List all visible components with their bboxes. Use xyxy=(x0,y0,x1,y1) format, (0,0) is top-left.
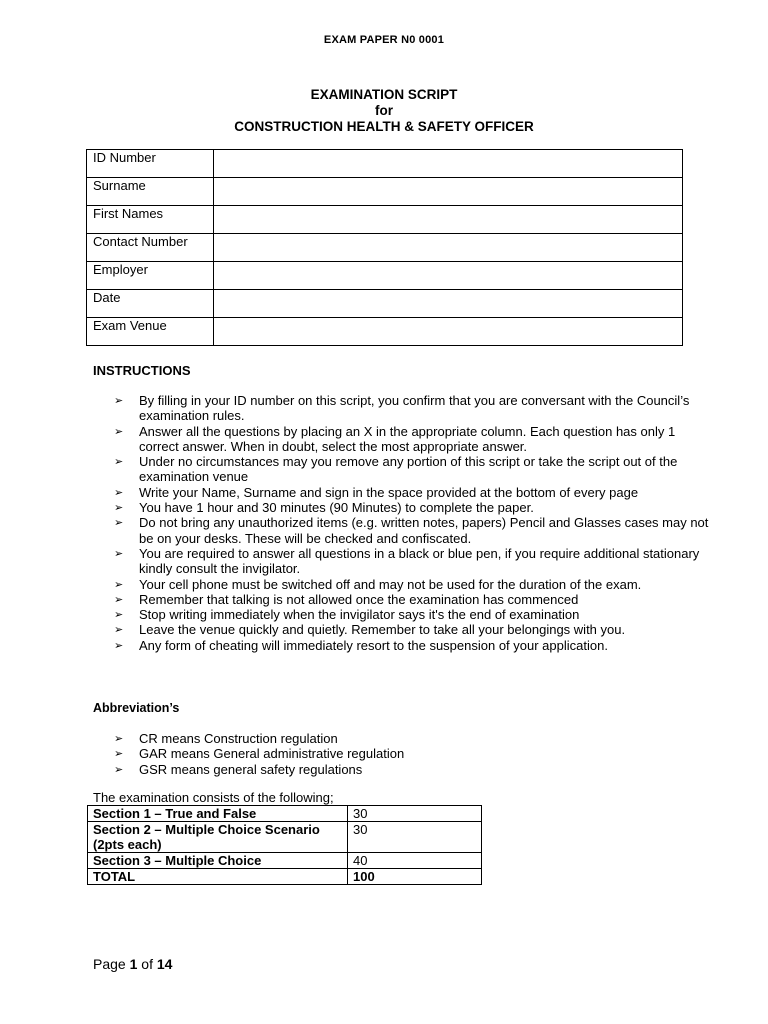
table-row xyxy=(88,853,482,869)
list-item xyxy=(114,515,714,546)
details-label: Surname xyxy=(87,178,214,206)
arrow-bullet-icon: ➢ xyxy=(114,501,124,515)
instruction-text: You have 1 hour and 30 minutes (90 Minutes) to complete the paper. xyxy=(139,500,534,516)
instruction-text: Write your Name, Surname and sign in the space provided at the bottom of every page xyxy=(139,484,639,500)
arrow-bullet-icon: ➢ xyxy=(114,455,124,469)
arrow-bullet-icon: ➢ xyxy=(114,592,124,606)
instruction-text: Answer all the questions by placing an X in the appropriate column. Each question has only 1 correct answer. When in doubt, select the most appropriate answer. xyxy=(139,423,676,454)
details-label: Contact Number xyxy=(87,234,214,262)
list-item xyxy=(114,592,714,607)
document-title xyxy=(0,87,768,135)
title-line-3: CONSTRUCTION HEALTH & SAFETY OFFICER xyxy=(234,119,534,134)
details-label: Date xyxy=(87,290,214,318)
arrow-bullet-icon: ➢ xyxy=(114,546,124,560)
arrow-bullet-icon: ➢ xyxy=(114,623,124,637)
instruction-text: Your cell phone must be switched off and may not be used for the duration of the exam. xyxy=(139,576,642,592)
details-row-date xyxy=(87,290,683,318)
list-item xyxy=(114,500,714,515)
list-item xyxy=(114,731,714,746)
page-footer xyxy=(93,956,172,972)
abbreviation-text: GAR means General administrative regulation xyxy=(139,746,405,762)
arrow-bullet-icon: ➢ xyxy=(114,747,124,761)
instructions-heading: INSTRUCTIONS xyxy=(93,363,191,378)
instruction-text: By filling in your ID number on this script, you confirm that you are conversant with the Council’s examination rules. xyxy=(139,393,690,424)
list-item xyxy=(114,746,714,761)
details-row-exam-venue xyxy=(87,318,683,346)
instruction-text: Leave the venue quickly and quietly. Remember to take all your belongings with you. xyxy=(139,622,626,638)
instruction-text: Remember that talking is not allowed once the examination has commenced xyxy=(139,591,579,607)
table-row xyxy=(88,806,482,822)
details-label: ID Number xyxy=(87,150,214,178)
details-label: Exam Venue xyxy=(87,318,214,346)
list-item xyxy=(114,577,714,592)
arrow-bullet-icon: ➢ xyxy=(114,638,124,652)
total-label: TOTAL xyxy=(88,869,348,885)
list-item xyxy=(114,546,714,577)
section-points: 30 xyxy=(348,806,482,822)
current-page-number: 1 xyxy=(129,956,138,972)
arrow-bullet-icon: ➢ xyxy=(114,485,124,499)
instructions-list xyxy=(114,393,714,653)
title-line-1: EXAMINATION SCRIPT xyxy=(310,87,458,102)
abbreviations-heading: Abbreviation’s xyxy=(93,701,180,715)
total-points: 100 xyxy=(348,869,482,885)
list-item xyxy=(114,424,714,455)
instruction-text: Any form of cheating will immediately resort to the suspension of your application. xyxy=(139,637,608,653)
of-word: of xyxy=(141,956,153,972)
employer-field[interactable] xyxy=(214,262,683,290)
table-row xyxy=(88,822,482,853)
instruction-text: You are required to answer all questions in a black or blue pen, if you require additional stationary kindly consult the invigilator. xyxy=(139,545,700,577)
total-row xyxy=(88,869,482,885)
abbreviations-list xyxy=(114,731,714,777)
first-names-field[interactable] xyxy=(214,206,683,234)
arrow-bullet-icon: ➢ xyxy=(114,424,124,438)
section-points: 30 xyxy=(348,822,482,853)
instruction-text: Do not bring any unauthorized items (e.g. written notes, papers) Pencil and Glasses cases may not be on your desks. These will be checked and confiscated. xyxy=(139,515,709,546)
date-field[interactable] xyxy=(214,290,683,318)
surname-field[interactable] xyxy=(214,178,683,206)
list-item xyxy=(114,393,714,424)
abbreviation-text: CR means Construction regulation xyxy=(139,731,338,746)
list-item xyxy=(114,622,714,637)
instruction-text: Stop writing immediately when the invigilator says it's the end of examination xyxy=(139,607,580,623)
list-item xyxy=(114,762,714,777)
list-item xyxy=(114,607,714,622)
exam-paper-number: EXAM PAPER N0 0001 xyxy=(323,34,445,46)
details-row-contact-number xyxy=(87,234,683,262)
total-pages-number: 14 xyxy=(156,956,173,972)
details-row-first-names xyxy=(87,206,683,234)
arrow-bullet-icon: ➢ xyxy=(114,577,124,591)
contact-number-field[interactable] xyxy=(214,234,683,262)
candidate-details-table xyxy=(86,149,683,346)
id-number-field[interactable] xyxy=(214,150,683,178)
exam-venue-field[interactable] xyxy=(214,318,683,346)
page-word: Page xyxy=(93,956,126,972)
details-label: Employer xyxy=(87,262,214,290)
section-name: Section 1 – True and False xyxy=(88,806,348,822)
list-item xyxy=(114,638,714,653)
instruction-text: Under no circumstances may you remove any portion of this script or take the script out of the examination venue xyxy=(139,454,678,485)
details-label: First Names xyxy=(87,206,214,234)
section-points: 40 xyxy=(348,853,482,869)
sections-table xyxy=(87,805,482,885)
sections-intro: The examination consists of the following; xyxy=(93,790,334,805)
arrow-bullet-icon: ➢ xyxy=(114,394,124,407)
title-line-2: for xyxy=(375,103,393,118)
details-row-surname xyxy=(87,178,683,206)
arrow-bullet-icon: ➢ xyxy=(114,732,124,745)
details-row-id-number xyxy=(87,150,683,178)
list-item xyxy=(114,485,714,500)
arrow-bullet-icon: ➢ xyxy=(114,608,124,622)
list-item xyxy=(114,454,714,485)
section-name: Section 3 – Multiple Choice xyxy=(88,853,348,869)
abbreviation-text: GSR means general safety regulations xyxy=(139,761,363,777)
arrow-bullet-icon: ➢ xyxy=(114,762,124,776)
arrow-bullet-icon: ➢ xyxy=(114,516,124,530)
details-row-employer xyxy=(87,262,683,290)
section-name: Section 2 – Multiple Choice Scenario (2pts each) xyxy=(88,822,348,853)
